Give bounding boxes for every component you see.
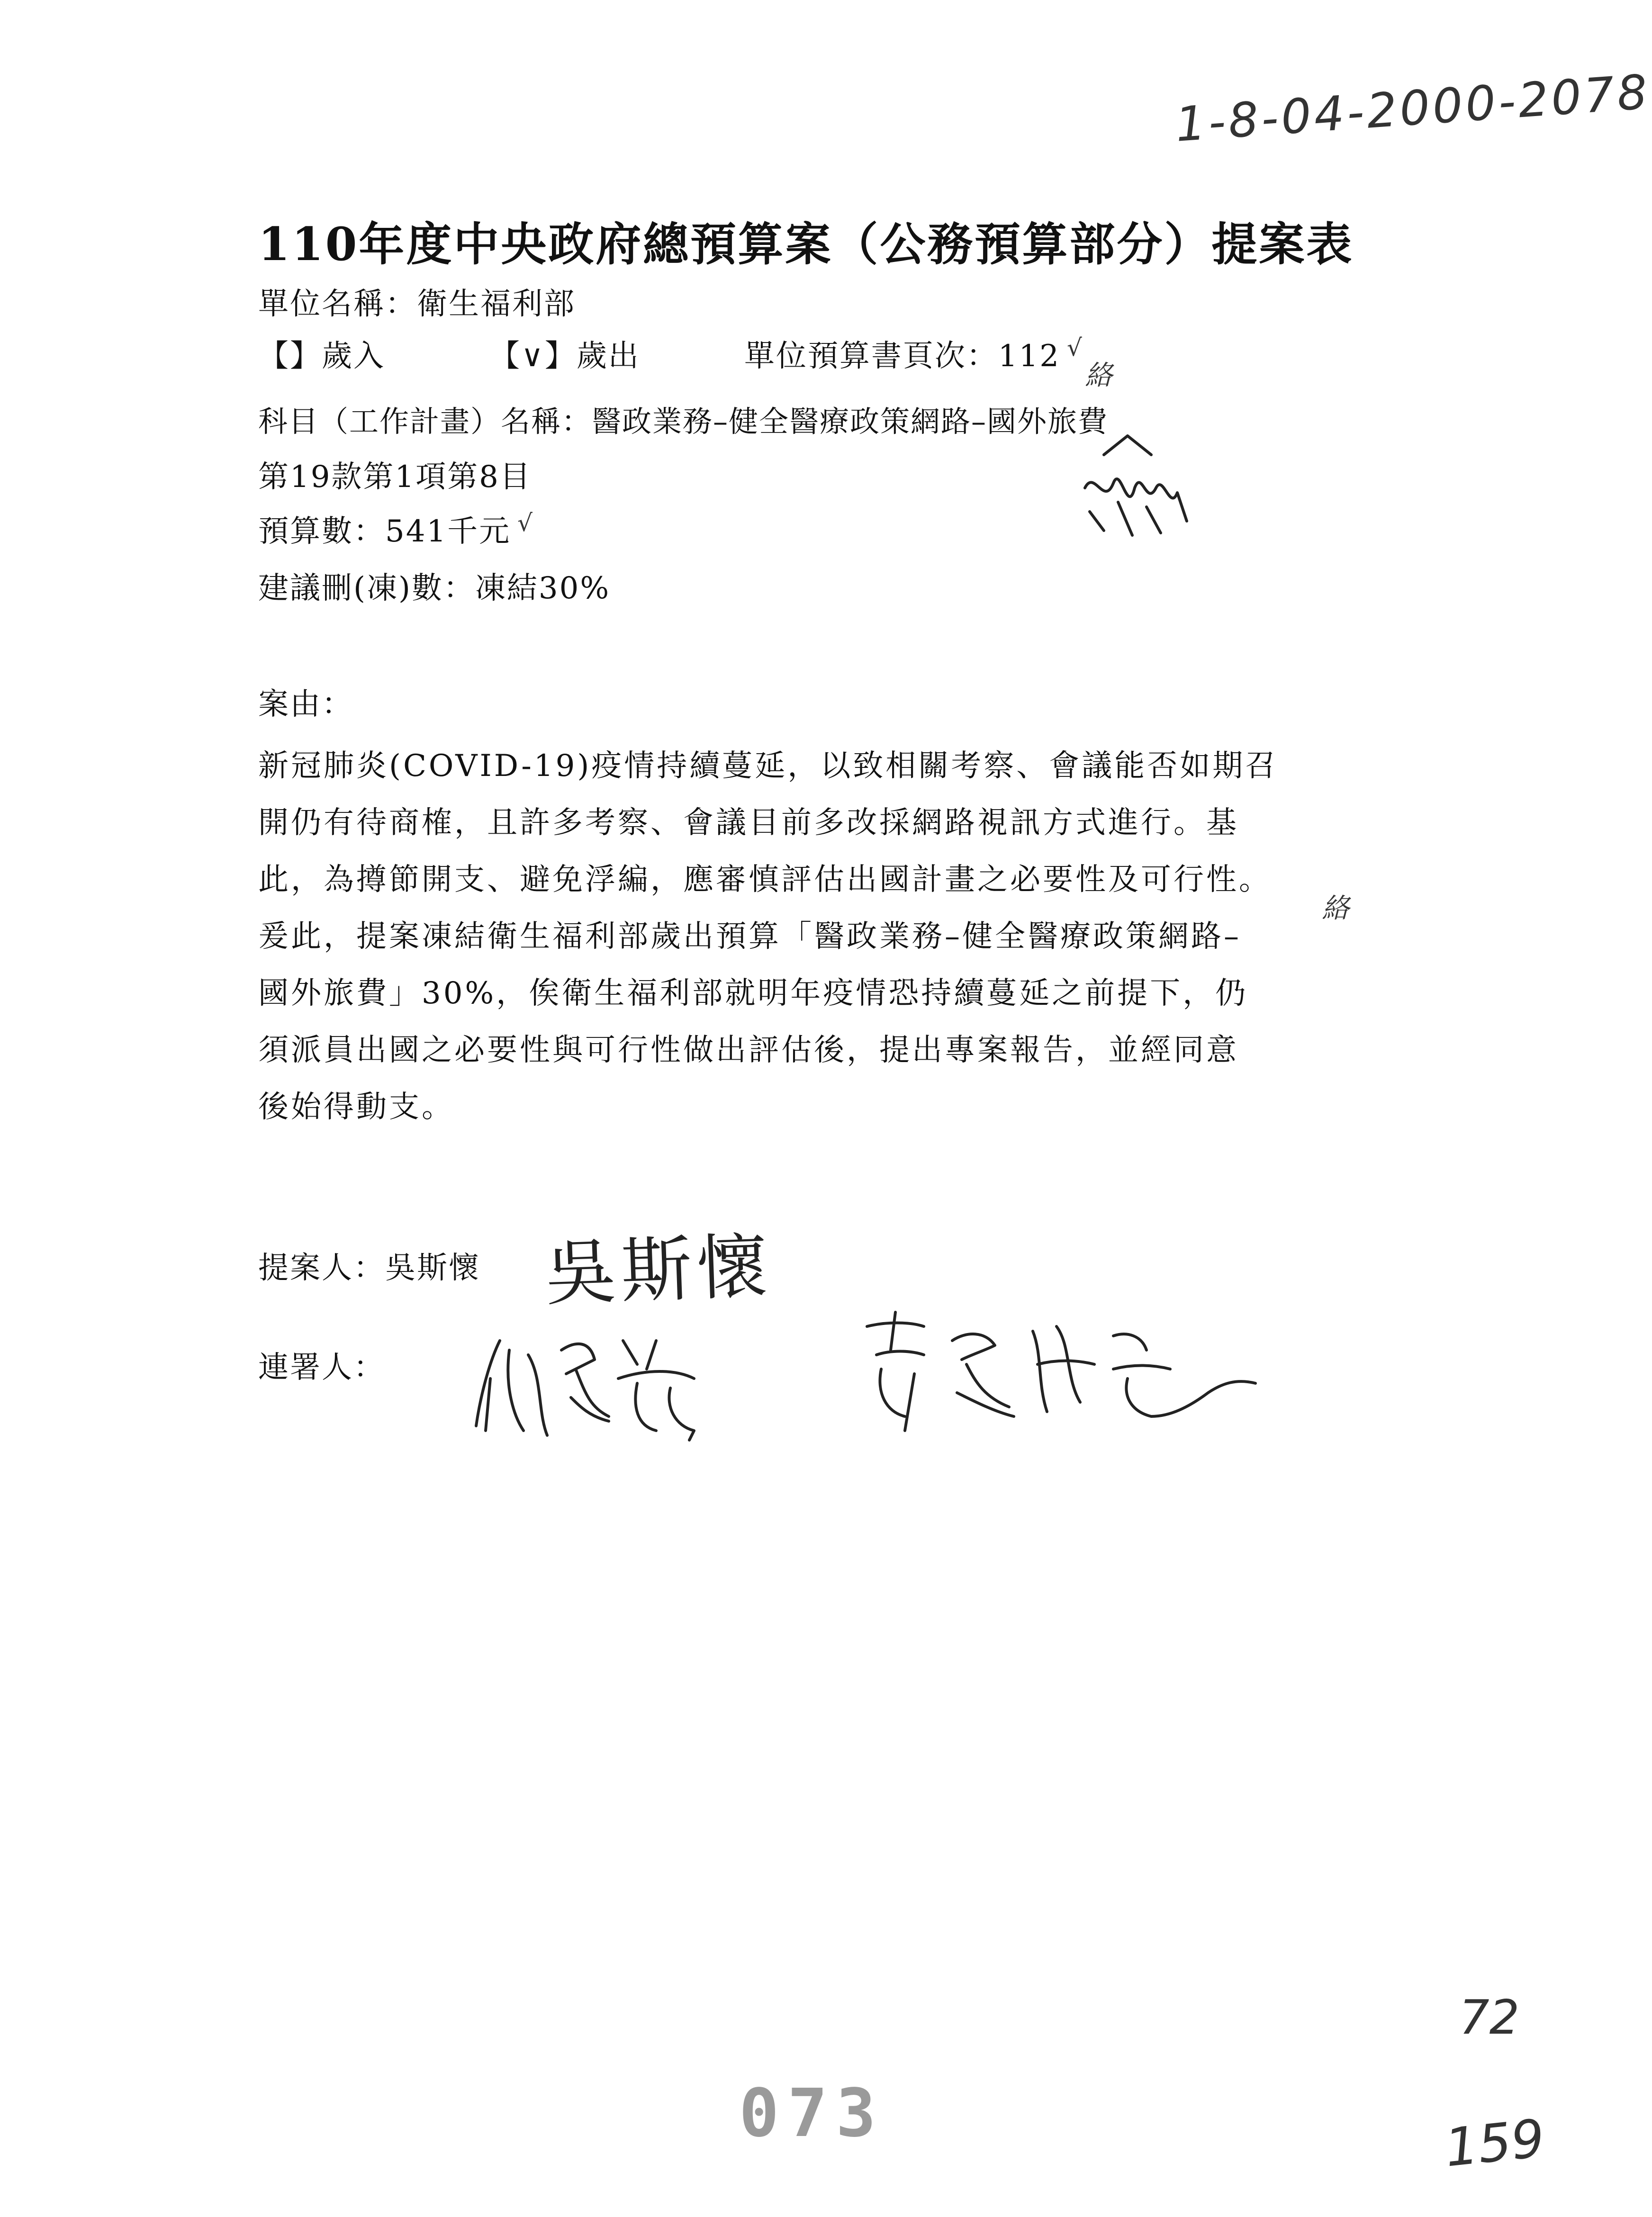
proposer-signature: 吳斯懷: [543, 1225, 774, 1316]
reason-line-6: 須派員出國之必要性與可行性做出評估後，提出專案報告，並經同意: [258, 1033, 1239, 1068]
budget-amount: 預算數：541千元: [258, 514, 511, 549]
corner-note-bottom: 159: [1442, 2108, 1548, 2179]
reason-correction-note: 絡: [1322, 892, 1350, 924]
cosigner-signature-1: [467, 1322, 827, 1445]
handwritten-initial-mark: [1075, 436, 1199, 540]
reason-line-3: 此，為撙節開支、避免浮編，應審慎評估出國計畫之必要性及可行性。: [258, 862, 1272, 897]
reason-line-5: 國外旅費」30%，俟衛生福利部就明年疫情恐持續蔓延之前提下，仍: [258, 976, 1248, 1011]
subject-correction-note: 絡: [1085, 359, 1113, 391]
subject-line: 科目（工作計畫）名稱：醫政業務–健全醫療政策網路–國外旅費: [258, 404, 1109, 439]
check-mark-icon: √: [517, 509, 534, 537]
unit-name-line: 單位名稱：衛生福利部: [258, 287, 576, 322]
budget-type-line: [258, 332, 1083, 375]
proposer-label: 提案人：吳斯懷: [258, 1251, 480, 1286]
reason-line-2: 開仍有待商榷，且許多考察、會議目前多改採網路視訊方式進行。基: [258, 805, 1239, 840]
header-handwritten-note: 1-8-04-2000-2078: [1174, 64, 1652, 153]
check-mark-icon: √: [1067, 334, 1083, 361]
reason-line-4: 爰此，提案凍結衛生福利部歲出預算「醫政業務–健全醫療政策網路–: [258, 919, 1241, 954]
budget-amount-line: [258, 507, 534, 550]
revenue-option: 【】歲入: [258, 339, 385, 374]
reason-line-1: 新冠肺炎(COVID-19)疫情持續蔓延，以致相關考察、會議能否如期召: [258, 748, 1278, 784]
cosigner-signature-2: [848, 1298, 1265, 1440]
document-title: 110年度中央政府總預算案（公務預算部分）提案表: [258, 217, 1354, 271]
budget-page-reference: 單位預算書頁次：112: [744, 339, 1060, 374]
expenditure-option: 【∨】歲出: [489, 339, 640, 374]
reason-heading: 案由：: [258, 687, 353, 722]
cosigner-label: 連署人：: [258, 1350, 385, 1385]
section-line: 第19款第1項第8目: [258, 460, 532, 495]
corner-note-top: 72: [1459, 1990, 1520, 2045]
proposed-cut-line: 建議刪(凍)數：凍結30%: [258, 571, 611, 606]
reason-line-7: 後始得動支。: [258, 1090, 454, 1125]
page-number-stamp: 073: [739, 2075, 885, 2152]
